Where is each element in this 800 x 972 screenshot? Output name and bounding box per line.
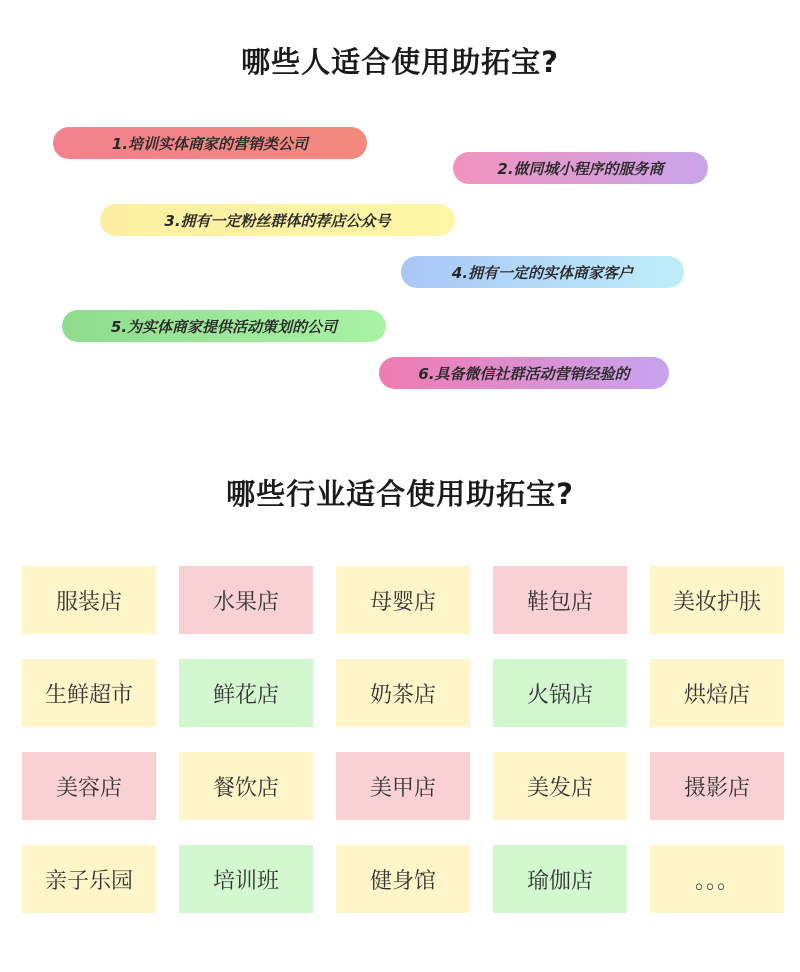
industry-cell-more: 。。。 xyxy=(650,845,784,913)
industry-cell: 烘焙店 xyxy=(650,659,784,727)
industry-cell: 瑜伽店 xyxy=(493,845,627,913)
audience-pill-3: 3.拥有一定粉丝群体的荐店公众号 xyxy=(100,204,455,236)
section-title-industries: 哪些行业适合使用助拓宝? xyxy=(226,477,574,511)
audience-pill-1: 1.培训实体商家的营销类公司 xyxy=(53,127,367,159)
industry-grid xyxy=(22,566,784,913)
audience-pill-4: 4.拥有一定的实体商家客户 xyxy=(401,256,684,288)
industry-cell: 美发店 xyxy=(493,752,627,820)
industry-cell: 美容店 xyxy=(22,752,156,820)
industry-cell: 火锅店 xyxy=(493,659,627,727)
audience-pill-6: 6.具备微信社群活动营销经验的 xyxy=(379,357,669,389)
industry-cell: 母婴店 xyxy=(336,566,470,634)
industry-cell: 餐饮店 xyxy=(179,752,313,820)
industry-cell: 亲子乐园 xyxy=(22,845,156,913)
section-title-audiences: 哪些人适合使用助拓宝? xyxy=(241,45,559,79)
industry-cell: 美甲店 xyxy=(336,752,470,820)
audience-pill-2: 2.做同城小程序的服务商 xyxy=(453,152,708,184)
industry-cell: 服装店 xyxy=(22,566,156,634)
industry-cell: 生鲜超市 xyxy=(22,659,156,727)
industry-cell: 美妆护肤 xyxy=(650,566,784,634)
industry-cell: 培训班 xyxy=(179,845,313,913)
industry-cell: 鞋包店 xyxy=(493,566,627,634)
industry-cell: 水果店 xyxy=(179,566,313,634)
audience-pill-5: 5.为实体商家提供活动策划的公司 xyxy=(62,310,386,342)
industry-cell: 摄影店 xyxy=(650,752,784,820)
industry-cell: 鲜花店 xyxy=(179,659,313,727)
industry-cell: 奶茶店 xyxy=(336,659,470,727)
industry-cell: 健身馆 xyxy=(336,845,470,913)
